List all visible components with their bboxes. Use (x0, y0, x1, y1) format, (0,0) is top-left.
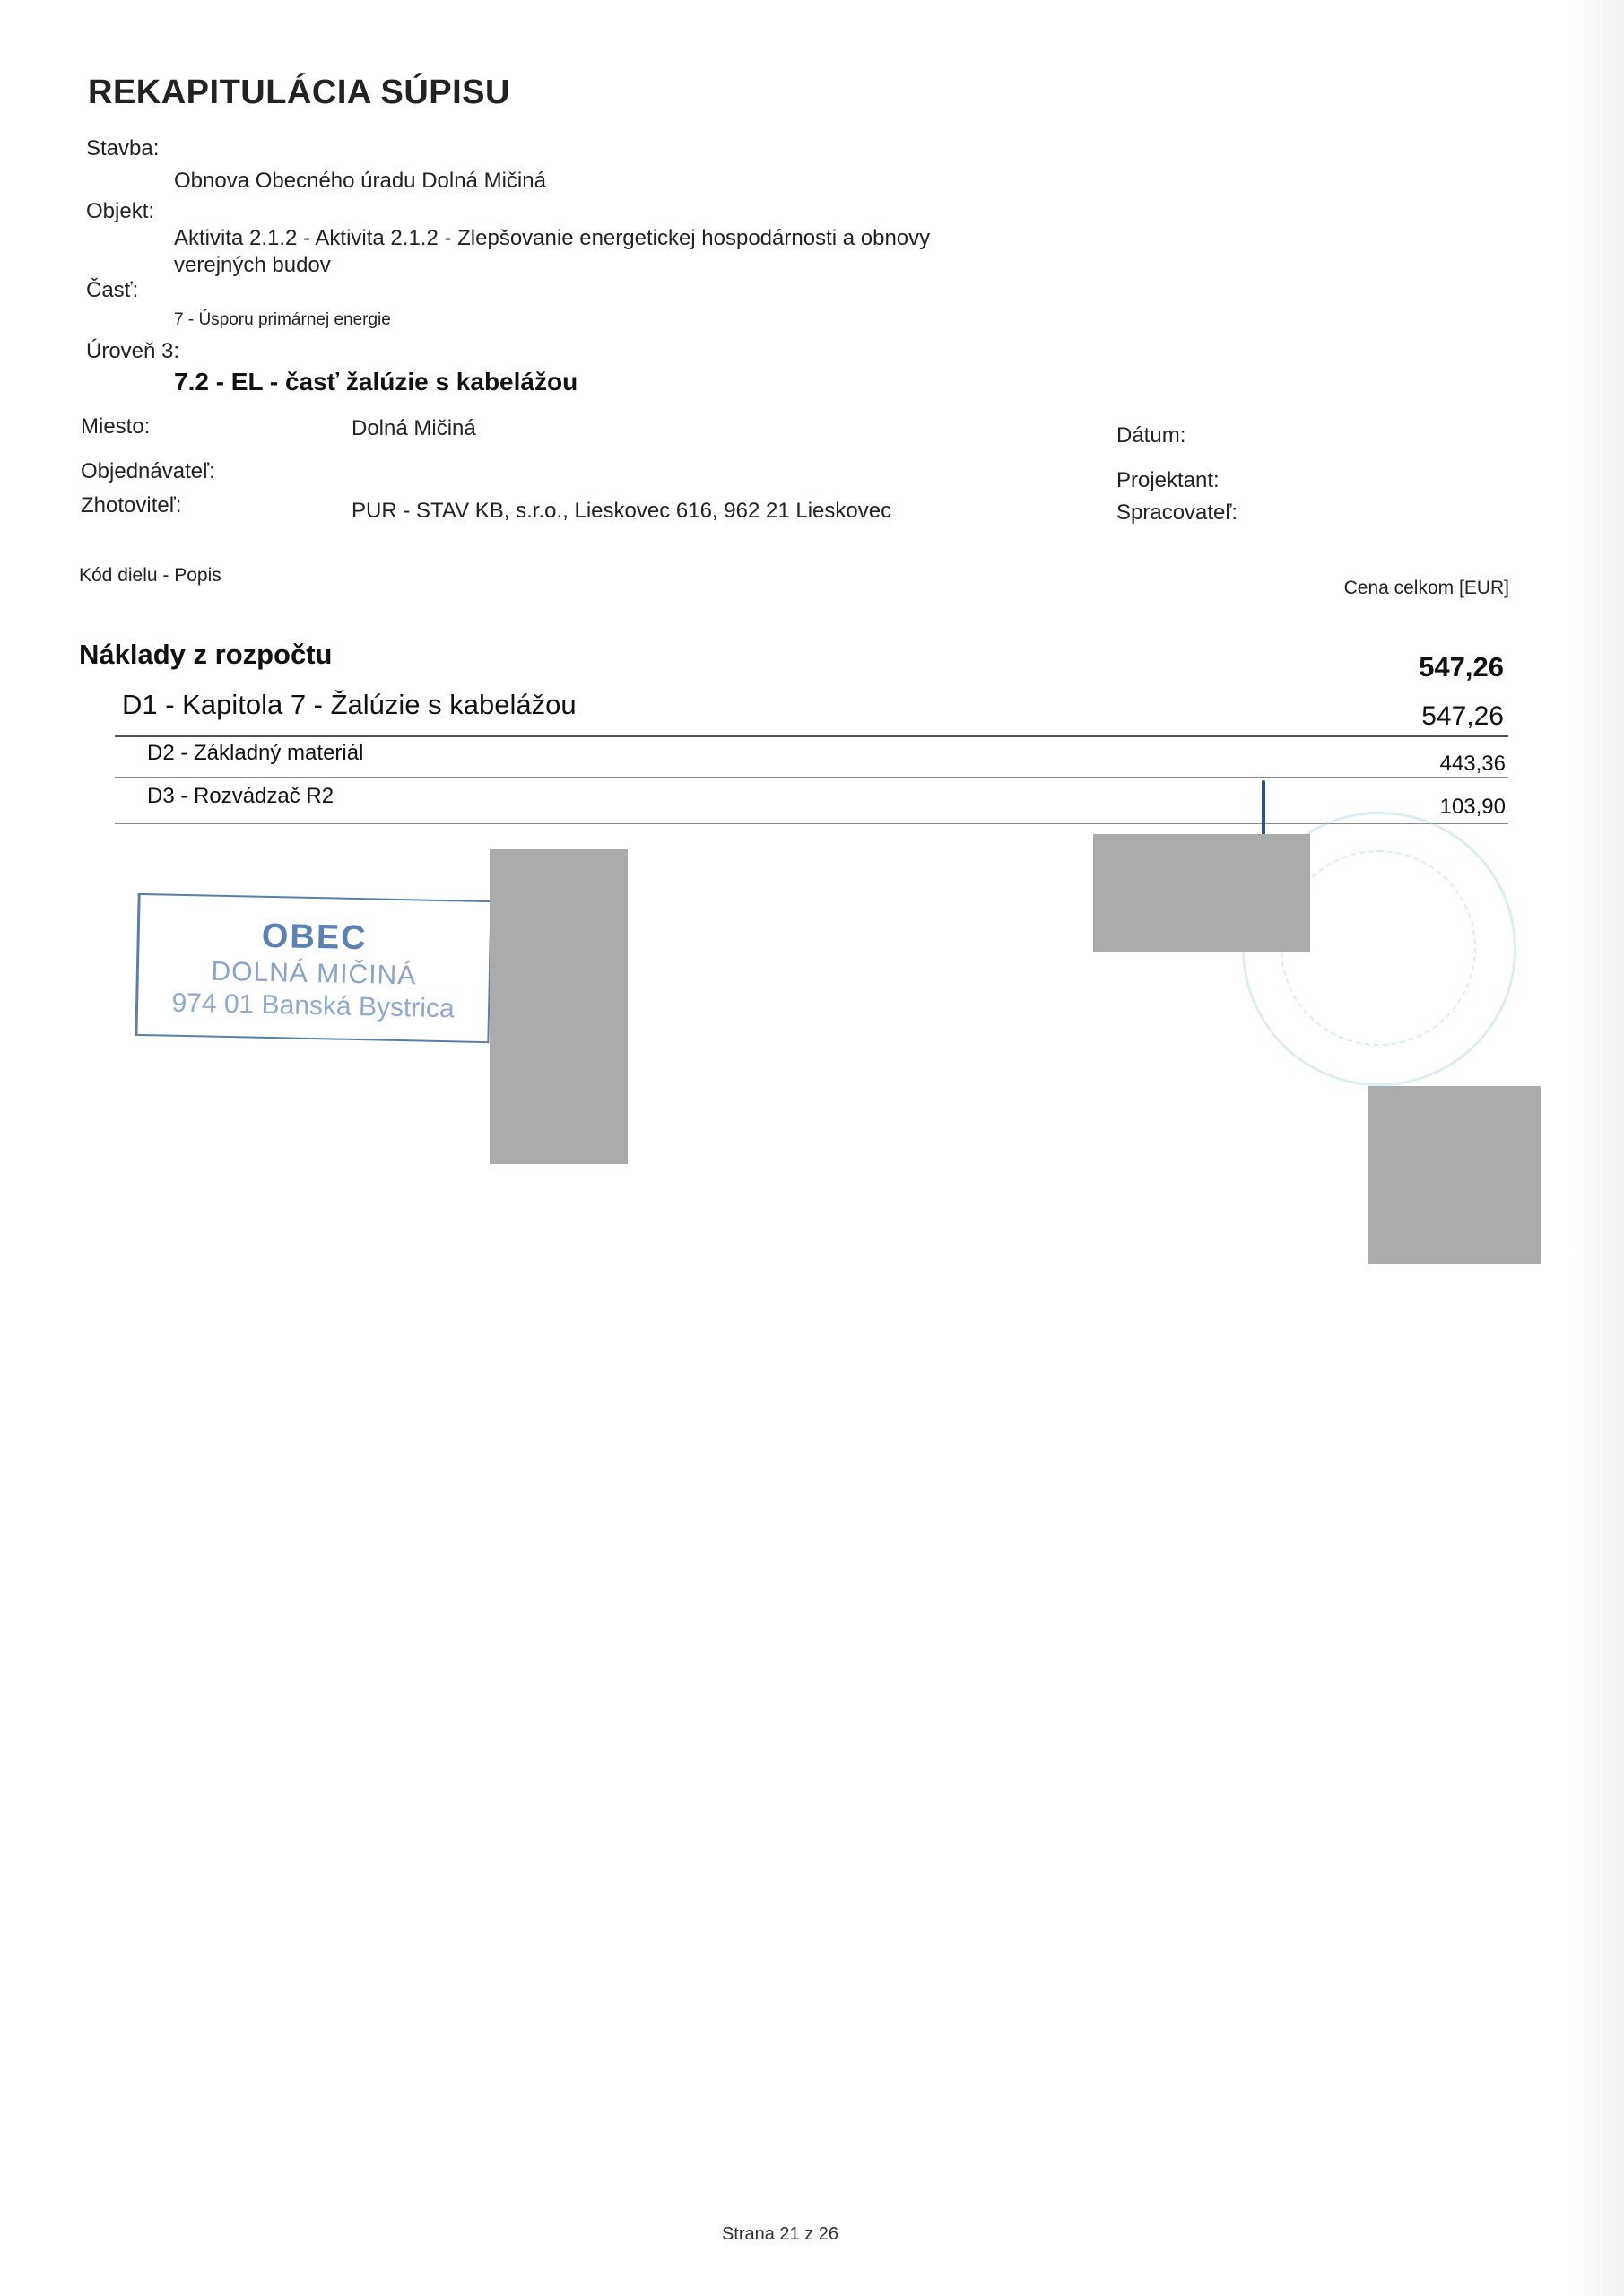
redaction-block (1368, 1086, 1541, 1264)
stamp-line1: OBEC (261, 917, 369, 958)
uroven-label: Úroveň 3: (86, 339, 180, 363)
redaction-block (490, 849, 628, 1164)
redaction-block (1093, 834, 1310, 952)
row-d1-value: 547,26 (1421, 701, 1504, 731)
uroven-value: 7.2 - EL - časť žalúzie s kabelážou (174, 368, 578, 396)
page-edge-shadow (1574, 0, 1624, 2296)
document-title: REKAPITULÁCIA SÚPISU (88, 74, 510, 111)
datum-label: Dátum: (1116, 423, 1186, 448)
row-d3-label: D3 - Rozvádzač R2 (147, 784, 334, 808)
row-d1-divider (115, 735, 1508, 737)
page-number: Strana 21 z 26 (721, 2224, 839, 2244)
stavba-value: Obnova Obecného úradu Dolná Mičiná (174, 169, 546, 193)
row-d3-value: 103,90 (1439, 795, 1506, 819)
stavba-label: Stavba: (86, 136, 160, 161)
row-d2-divider (115, 777, 1508, 778)
total-label: Náklady z rozpočtu (79, 639, 333, 670)
objekt-label: Objekt: (86, 199, 155, 223)
row-d2-value: 443,36 (1439, 752, 1506, 776)
column-header-price: Cena celkom [EUR] (1343, 578, 1509, 598)
municipal-stamp (135, 893, 491, 1043)
cast-label: Časť: (86, 278, 139, 302)
miesto-value: Dolná Mičiná (352, 416, 476, 440)
total-value: 547,26 (1419, 651, 1504, 683)
row-d2-label: D2 - Základný materiál (147, 741, 364, 765)
miesto-label: Miesto: (81, 414, 151, 439)
projektant-label: Projektant: (1116, 468, 1220, 492)
column-header-code: Kód dielu - Popis (79, 565, 221, 586)
row-d3-divider (115, 823, 1508, 824)
zhotovitel-label: Zhotoviteľ: (81, 493, 182, 517)
stamp-line2: DOLNÁ MIČINÁ (211, 956, 417, 991)
objednavatel-label: Objednávateľ: (81, 459, 215, 483)
stamp-line3: 974 01 Banská Bystrica (171, 987, 456, 1024)
objekt-value-line1: Aktivita 2.1.2 - Aktivita 2.1.2 - Zlepšovanie energetickej hospodárnosti a obnovy (174, 226, 931, 250)
objekt-value-line2: verejných budov (174, 253, 331, 277)
pen-mark (1262, 780, 1265, 836)
spracovatel-label: Spracovateľ: (1116, 500, 1238, 525)
row-d1-label: D1 - Kapitola 7 - Žalúzie s kabelážou (122, 689, 577, 720)
cast-value: 7 - Úsporu primárnej energie (174, 310, 391, 329)
zhotovitel-value: PUR - STAV KB, s.r.o., Lieskovec 616, 962 21 Lieskovec (352, 499, 892, 523)
